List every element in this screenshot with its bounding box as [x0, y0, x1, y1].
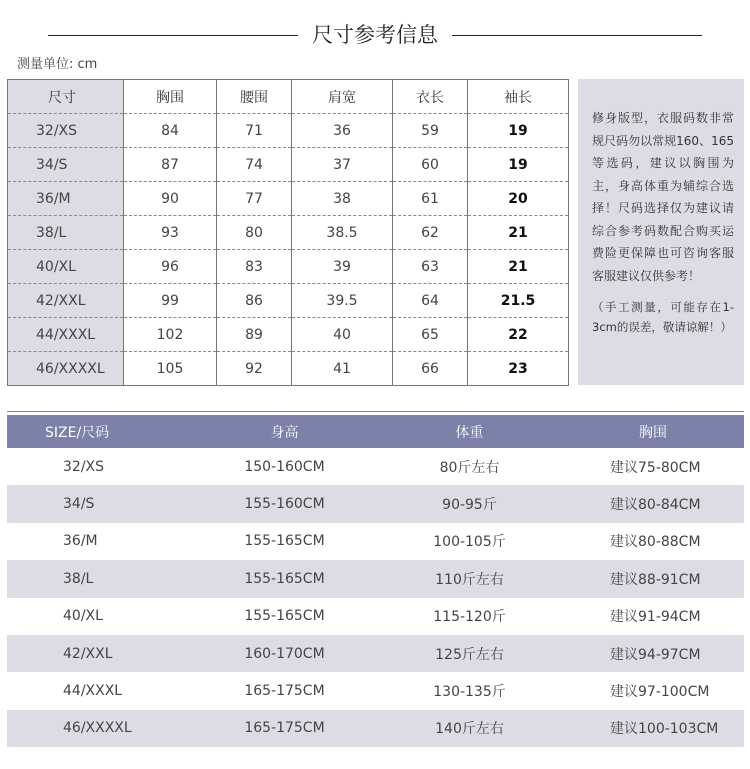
table-row — [7, 560, 744, 597]
header-cell: 衣长 — [393, 80, 468, 114]
table-row — [8, 318, 569, 352]
table-row — [8, 216, 569, 250]
sleeve-cell: 21.5 — [468, 284, 569, 318]
chest-cell: 84 — [124, 114, 217, 148]
size-cell: 42/XXL — [8, 284, 124, 318]
size-cell: 44/XXXL — [63, 683, 123, 700]
table-row — [7, 485, 744, 522]
waist-cell: 89 — [217, 318, 292, 352]
table-row — [8, 352, 569, 386]
height-cell: 155-165CM — [244, 533, 325, 550]
measure-table — [7, 79, 569, 386]
measurement-disclaimer: （手工测量，可能存在1-3cm的误差，敬请谅解！） — [592, 300, 734, 334]
size-cell: 46/XXXXL — [8, 352, 124, 386]
header-cell: SIZE/尺码 — [7, 415, 192, 448]
length-cell: 60 — [393, 148, 468, 182]
weight-cell: 115-120斤 — [433, 609, 506, 626]
length-cell: 63 — [393, 250, 468, 284]
shoulder-cell: 38 — [292, 182, 393, 216]
length-cell: 61 — [393, 182, 468, 216]
unit-label: 测量单位: cm — [17, 57, 98, 72]
recommend-table — [7, 415, 744, 747]
weight-cell: 90-95斤 — [377, 485, 562, 522]
title-divider-right — [452, 35, 702, 36]
height-cell: 165-175CM — [192, 710, 377, 747]
length-cell: 59 — [393, 114, 468, 148]
chest-cell: 建议75-80CM — [610, 459, 701, 476]
table-row — [7, 598, 744, 635]
table-row — [8, 182, 569, 216]
chest-cell: 建议88-91CM — [562, 560, 744, 597]
sleeve-cell: 19 — [468, 114, 569, 148]
waist-cell: 92 — [217, 352, 292, 386]
weight-cell: 110斤左右 — [377, 560, 562, 597]
table-row — [7, 710, 744, 747]
shoulder-cell: 38.5 — [292, 216, 393, 250]
shoulder-cell: 40 — [292, 318, 393, 352]
header-cell: 胸围 — [562, 415, 744, 448]
waist-cell: 83 — [217, 250, 292, 284]
shoulder-cell: 39 — [292, 250, 393, 284]
weight-cell: 125斤左右 — [377, 635, 562, 672]
chest-cell: 90 — [124, 182, 217, 216]
weight-cell: 130-135斤 — [433, 684, 506, 701]
chest-cell: 87 — [124, 148, 217, 182]
header-cell: 腰围 — [217, 80, 292, 114]
table-row — [7, 523, 744, 560]
waist-cell: 77 — [217, 182, 292, 216]
chest-cell: 建议91-94CM — [610, 609, 701, 626]
height-cell: 165-175CM — [244, 683, 325, 700]
shoulder-cell: 37 — [292, 148, 393, 182]
chest-cell: 建议80-88CM — [610, 534, 701, 551]
chest-cell: 105 — [124, 352, 217, 386]
shoulder-cell: 39.5 — [292, 284, 393, 318]
table-row — [7, 672, 744, 709]
height-cell: 155-160CM — [192, 485, 377, 522]
table-row — [8, 250, 569, 284]
length-cell: 65 — [393, 318, 468, 352]
sleeve-cell: 19 — [468, 148, 569, 182]
header-cell: 胸围 — [124, 80, 217, 114]
size-cell: 34/S — [8, 148, 124, 182]
chest-cell: 96 — [124, 250, 217, 284]
waist-cell: 80 — [217, 216, 292, 250]
header-cell: 身高 — [192, 415, 377, 448]
size-cell: 32/XS — [8, 114, 124, 148]
sleeve-cell: 20 — [468, 182, 569, 216]
height-cell: 155-165CM — [244, 608, 325, 625]
size-note-text: 修身版型，衣服码数非常规尺码勿以常规160、165等选码，建议以胸围为主，身高体重为辅综合选择！尺码选择仅为建议请综合参考码数配合购买运费险更保障也可咨询客服客服建议仅供参考！ — [592, 111, 734, 283]
sleeve-cell: 23 — [468, 352, 569, 386]
size-cell: 44/XXXL — [8, 318, 124, 352]
chest-cell: 99 — [124, 284, 217, 318]
weight-cell: 140斤左右 — [377, 710, 562, 747]
chest-cell: 建议94-97CM — [562, 635, 744, 672]
waist-cell: 74 — [217, 148, 292, 182]
size-cell: 40/XL — [63, 608, 103, 625]
sleeve-cell: 21 — [468, 250, 569, 284]
height-cell: 150-160CM — [244, 458, 325, 475]
length-cell: 66 — [393, 352, 468, 386]
size-cell: 38/L — [8, 216, 124, 250]
size-cell: 46/XXXXL — [7, 710, 192, 747]
shoulder-cell: 36 — [292, 114, 393, 148]
header-cell: 肩宽 — [292, 80, 393, 114]
weight-cell: 100-105斤 — [433, 534, 506, 551]
measure-table-header — [8, 80, 569, 114]
shoulder-cell: 41 — [292, 352, 393, 386]
table-row — [7, 635, 744, 672]
header-cell: 体重 — [377, 415, 562, 448]
title-divider-left — [48, 35, 298, 36]
length-cell: 64 — [393, 284, 468, 318]
size-cell: 32/XS — [63, 458, 105, 475]
chest-cell: 建议80-84CM — [562, 485, 744, 522]
chest-cell: 93 — [124, 216, 217, 250]
size-cell: 34/S — [7, 485, 192, 522]
size-cell: 36/M — [8, 182, 124, 216]
size-cell: 38/L — [7, 560, 192, 597]
sleeve-cell: 22 — [468, 318, 569, 352]
page-title: 尺寸参考信息 — [312, 23, 438, 47]
height-cell: 155-165CM — [192, 560, 377, 597]
table-row — [7, 448, 744, 485]
table-row — [8, 284, 569, 318]
title-row — [0, 20, 750, 50]
chest-cell: 建议97-100CM — [610, 684, 710, 701]
table-row — [8, 114, 569, 148]
size-cell: 36/M — [63, 533, 98, 550]
weight-cell: 80斤左右 — [439, 459, 500, 476]
header-cell: 尺寸 — [8, 80, 124, 114]
waist-cell: 86 — [217, 284, 292, 318]
size-cell: 40/XL — [8, 250, 124, 284]
sleeve-cell: 21 — [468, 216, 569, 250]
length-cell: 62 — [393, 216, 468, 250]
chest-cell: 102 — [124, 318, 217, 352]
height-cell: 160-170CM — [192, 635, 377, 672]
chest-cell: 建议100-103CM — [562, 710, 744, 747]
waist-cell: 71 — [217, 114, 292, 148]
size-cell: 42/XXL — [7, 635, 192, 672]
recommend-table-header — [7, 415, 744, 448]
recommend-table-top-rule — [7, 411, 744, 412]
header-cell: 袖长 — [468, 80, 569, 114]
size-note-panel — [578, 79, 744, 385]
table-row — [8, 148, 569, 182]
